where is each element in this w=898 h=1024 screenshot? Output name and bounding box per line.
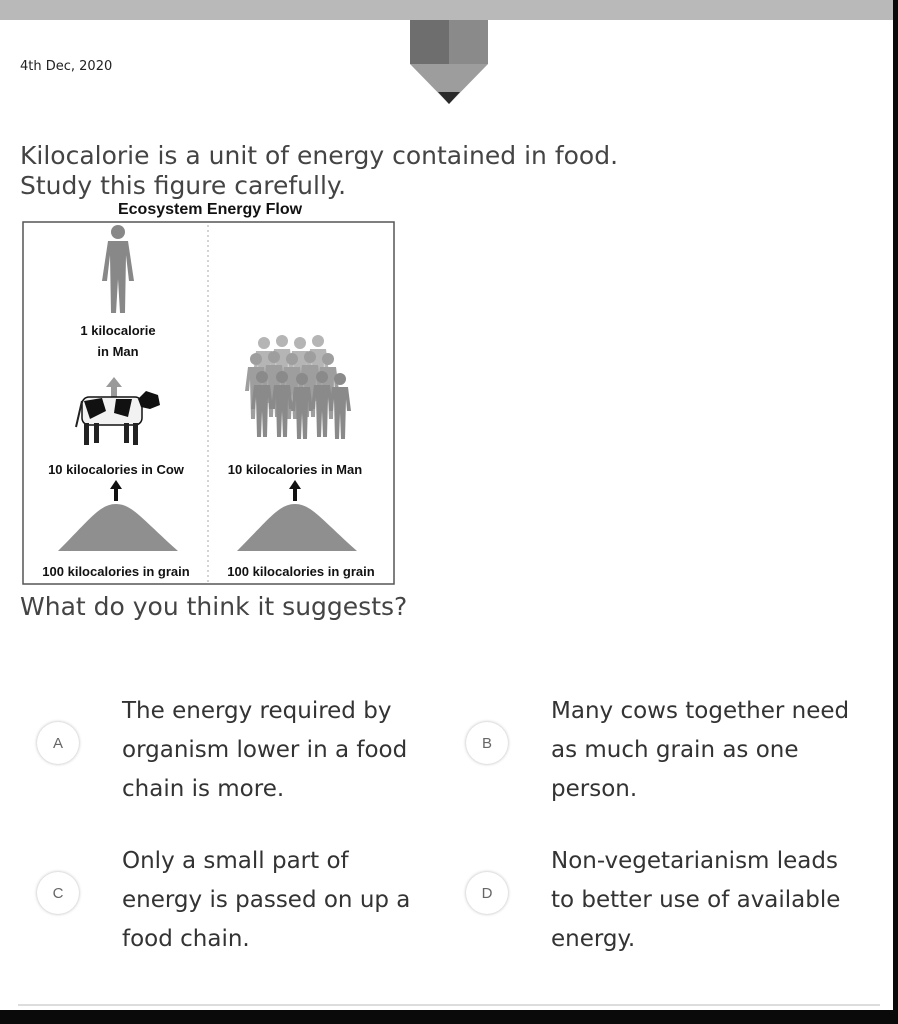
energy-flow-figure bbox=[20, 195, 400, 588]
divider bbox=[18, 1004, 880, 1006]
cow-kcal-label: 10 kilocalories in Cow bbox=[48, 462, 184, 477]
option-line: person. bbox=[551, 776, 638, 802]
option-line: Only a small part of bbox=[122, 848, 349, 874]
option-line: organism lower in a food bbox=[122, 737, 408, 763]
option-line: energy is passed on up a bbox=[122, 887, 411, 913]
man-kcal-label-line-2: in Man bbox=[97, 344, 139, 359]
question-prompt: What do you think it suggests? bbox=[20, 592, 408, 621]
grain-kcal-label-left: 100 kilocalories in grain bbox=[42, 564, 190, 579]
option-line: food chain. bbox=[122, 926, 250, 952]
bookmark-icon[interactable] bbox=[410, 20, 488, 108]
post-date: 4th Dec, 2020 bbox=[20, 59, 113, 74]
option-line: Non-vegetarianism leads bbox=[551, 848, 838, 874]
option-line: chain is more. bbox=[122, 776, 285, 802]
option-line: as much grain as one bbox=[551, 737, 799, 763]
men-kcal-label: 10 kilocalories in Man bbox=[227, 462, 363, 477]
option-letter: C bbox=[37, 872, 79, 914]
option-line: energy. bbox=[551, 926, 636, 952]
screen-edge bbox=[893, 0, 898, 1024]
grain-kcal-label-right: 100 kilocalories in grain bbox=[227, 564, 375, 579]
option-letter: D bbox=[466, 872, 508, 914]
figure-title: Ecosystem Energy Flow bbox=[117, 201, 303, 218]
option-line: Many cows together need bbox=[551, 698, 850, 724]
option-line: The energy required by bbox=[122, 698, 392, 724]
option-letter: B bbox=[466, 722, 508, 764]
option-text bbox=[551, 842, 871, 959]
question-text bbox=[20, 141, 618, 201]
option-letter: A bbox=[37, 722, 79, 764]
question-line-2: Study this figure carefully. bbox=[20, 171, 347, 200]
bottom-bar bbox=[0, 1010, 898, 1024]
option-text bbox=[122, 692, 442, 809]
man-kcal-label-line-1: 1 kilocalorie bbox=[80, 323, 156, 338]
option-line: to better use of available bbox=[551, 887, 841, 913]
option-text bbox=[122, 842, 442, 959]
top-bar bbox=[0, 0, 898, 20]
question-line-1: Kilocalorie is a unit of energy contained in food. bbox=[20, 141, 619, 170]
option-text bbox=[551, 692, 871, 809]
